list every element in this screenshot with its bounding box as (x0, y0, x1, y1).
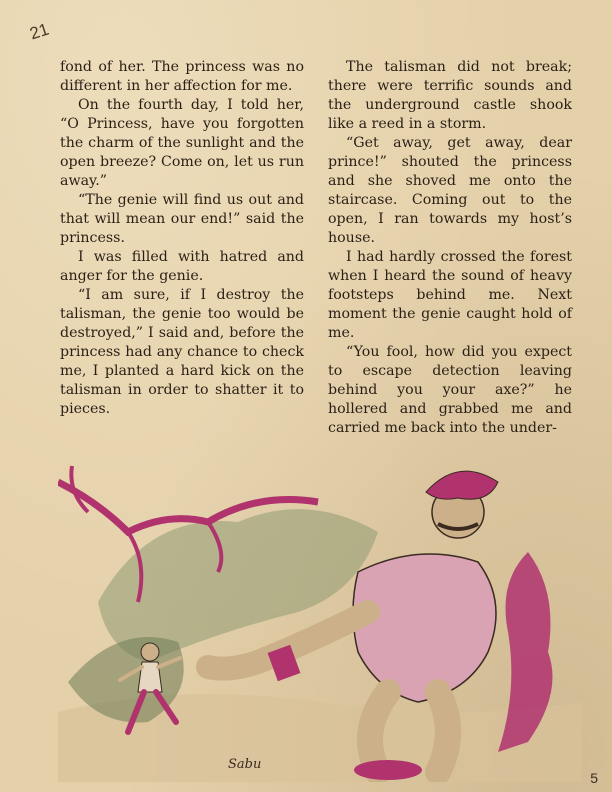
paragraph: I was filled with hatred and anger for the genie. (60, 249, 304, 284)
prince-head (141, 643, 159, 661)
paragraph: “I am sure, if I destroy the talisman, the genie too would be destroyed,” I said and, before the princess had any chance to check me, I planted a hard kick on the talisman in order to shatter it to pieces. (60, 287, 304, 417)
right-text-column (328, 58, 572, 438)
genie-shoe (354, 760, 422, 780)
paragraph: The talisman did not break; there were terrific sounds and the underground castle shook like a reed in a storm. (328, 59, 572, 132)
artist-signature: Sabu (228, 757, 262, 772)
paragraph: On the fourth day, I told her, “O Princess, have you forgotten the charm of the sunlight and the open breeze? Come on, let us run away.” (60, 97, 304, 189)
paragraph: “The genie will find us out and that will mean our end!” said the princess. (60, 192, 304, 246)
corner-mark: 5 (590, 770, 598, 786)
page-number-mark: 21 (27, 19, 52, 44)
paragraph: fond of her. The princess was no different in her affection for me. (60, 59, 304, 94)
paragraph: “You fool, how did you expect to escape detection leaving behind you your axe?” he hollered and grabbed me and carried me back into the under- (328, 344, 572, 436)
genie-chasing-prince-illustration (58, 452, 582, 782)
genie-torso (353, 554, 496, 702)
genie-turban (426, 471, 498, 499)
left-text-column (60, 58, 304, 419)
paragraph: I had hardly crossed the forest when I heard the sound of heavy footsteps behind me. Next moment the genie caught hold of me. (328, 249, 572, 341)
paragraph: “Get away, get away, dear prince!” shouted the princess and she shoved me onto the staircase. Coming out to the open, I ran towards my host’s house. (328, 135, 572, 246)
